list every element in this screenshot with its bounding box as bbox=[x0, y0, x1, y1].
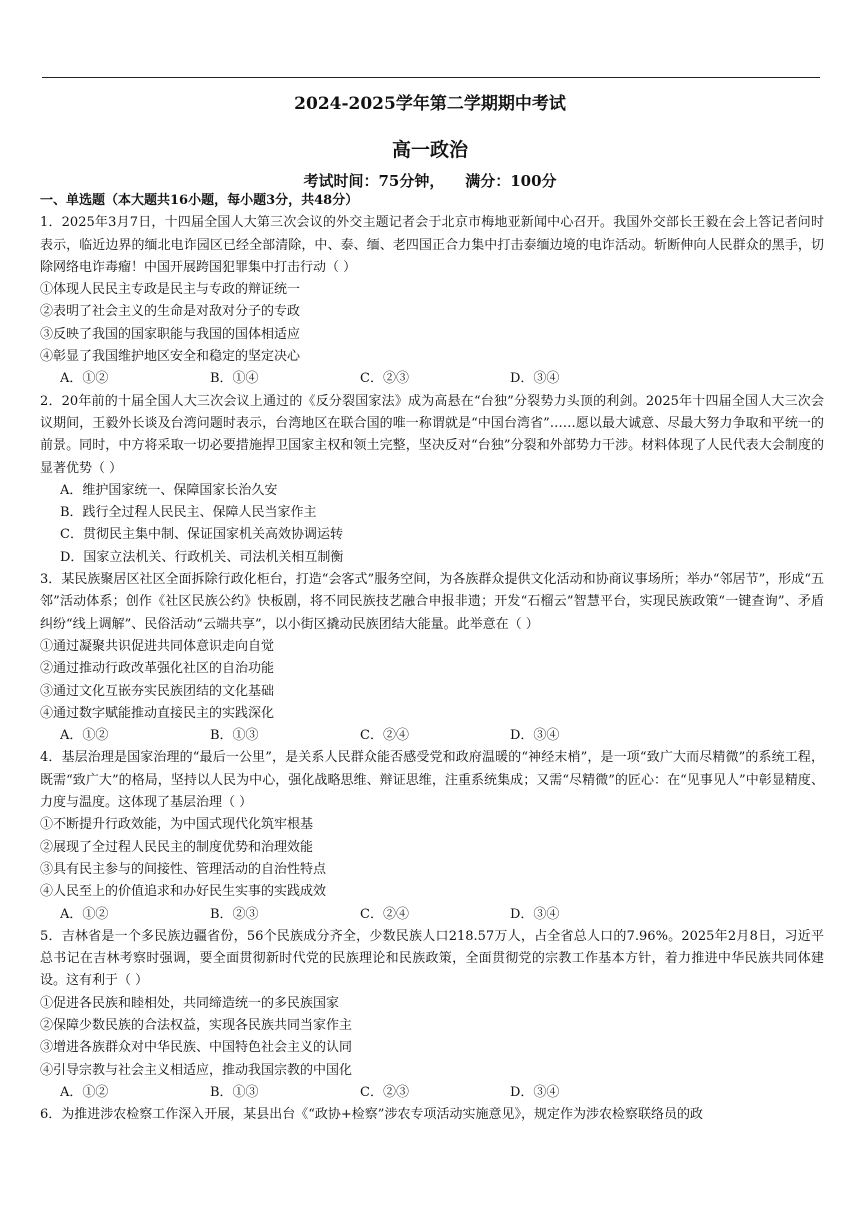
option-c: C．②③ bbox=[360, 371, 409, 387]
option-a: A．①② bbox=[60, 371, 109, 387]
statement-item: ②展现了全过程人民民主的制度优势和治理效能 bbox=[40, 839, 314, 855]
answer-options bbox=[40, 904, 824, 926]
option-b: B．②③ bbox=[210, 906, 259, 922]
exam-title: 2024-2025学年第二学期期中考试 bbox=[294, 94, 566, 114]
question-5 bbox=[40, 926, 824, 1104]
option-a: A．①② bbox=[60, 906, 109, 922]
question-3 bbox=[40, 569, 824, 747]
exam-info: 考试时间：75分钟， 满分：100分 bbox=[303, 172, 557, 190]
option-a: A．维护国家统一、保障国家长治久安 bbox=[60, 482, 278, 498]
exam-content bbox=[40, 190, 824, 1126]
option-c: C．②③ bbox=[360, 1084, 409, 1100]
subject-title: 高一政治 bbox=[391, 139, 468, 161]
option-d: D．③④ bbox=[510, 906, 560, 922]
statement-item: ②通过推动行政改革强化社区的自治功能 bbox=[40, 661, 275, 677]
option-b: B．①③ bbox=[210, 728, 259, 744]
question-stem: 1．2025年3月7日，十四届全国人大第三次会议的外交主题记者会于北京市梅地亚新闻中心召开。我国外交部长王毅在会上答记者问时表示，临近边界的缅北电诈园区已经全部清除，中、泰、缅、老四国正合力集中打击泰缅边境的电诈活动。斩断伸向人民群众的黑手，切除网络电诈毒瘤！中国开展跨国犯罪集中打击行动（ ） bbox=[40, 215, 824, 275]
top-rule bbox=[42, 77, 820, 78]
question-2 bbox=[40, 391, 824, 569]
statement-item: ②表明了社会主义的生命是对敌对分子的专政 bbox=[40, 304, 301, 320]
statement-item: ④人民至上的价值追求和办好民生实事的实践成效 bbox=[40, 884, 327, 900]
option-d: D．③④ bbox=[510, 371, 560, 387]
option-b: B．①③ bbox=[210, 1084, 259, 1100]
question-stem: 2．20年前的十届全国人大三次会议上通过的《反分裂国家法》成为高悬在“台独”分裂势力头顶的利剑。2025年十四届全国人大三次会议期间，王毅外长谈及台湾问题时表示，台湾地区在联合国的唯一称谓就是“中国台湾省”……愿以最大诚意、尽最大努力争取和平统一的前景。同时，中方将采取一切必要措施捍卫国家主权和领土完整，坚决反对“台独”分裂和外部势力干涉。材料体现了人民代表大会制度的显著优势（ ） bbox=[40, 393, 824, 476]
statement-item: ①不断提升行政效能，为中国式现代化筑牢根基 bbox=[40, 817, 314, 833]
option-c: C．②④ bbox=[360, 728, 409, 744]
statement-item: ④通过数字赋能推动直接民主的实践深化 bbox=[40, 705, 275, 721]
option-d: D．③④ bbox=[510, 728, 560, 744]
answer-options bbox=[40, 725, 824, 747]
statement-item: ③增进各族群众对中华民族、中国特色社会主义的认同 bbox=[40, 1040, 353, 1056]
answer-options bbox=[40, 368, 824, 390]
question-4 bbox=[40, 747, 824, 925]
question-stem: 6．为推进涉农检察工作深入开展，某县出台《“政协+检察”涉农专项活动实施意见》，规定作为涉农检察联络员的政 bbox=[40, 1107, 703, 1123]
statement-item: ②保障少数民族的合法权益，实现各民族共同当家作主 bbox=[40, 1017, 353, 1033]
statement-item: ①促进各民族和睦相处，共同缔造统一的多民族国家 bbox=[40, 995, 340, 1011]
statement-item: ④彰显了我国维护地区安全和稳定的坚定决心 bbox=[40, 349, 301, 365]
option-b: B．①④ bbox=[210, 371, 259, 387]
question-6 bbox=[40, 1104, 824, 1126]
question-stem: 5．吉林省是一个多民族边疆省份，56个民族成分齐全，少数民族人口218.57万人，占全省总人口的7.96%。2025年2月8日，习近平总书记在吉林考察时强调，要全面贯彻新时代党的民族理论和民族政策，全面贯彻党的宗教工作基本方针，着力推进中华民族共同体建设。这有利于（ ） bbox=[40, 928, 824, 989]
statement-item: ①体现人民民主专政是民主与专政的辩证统一 bbox=[40, 282, 301, 298]
option-c: C．贯彻民主集中制、保证国家机关高效协调运转 bbox=[60, 527, 343, 543]
option-d: D．③④ bbox=[510, 1084, 560, 1100]
section-title: 一、单选题（本大题共16小题，每小题3分，共48分） bbox=[40, 193, 359, 208]
option-a: A．①② bbox=[60, 728, 109, 744]
option-a: A．①② bbox=[60, 1084, 109, 1100]
option-c: C．②④ bbox=[360, 906, 409, 922]
option-d: D．国家立法机关、行政机关、司法机关相互制衡 bbox=[60, 549, 344, 565]
statement-item: ③具有民主参与的间接性、管理活动的自治性特点 bbox=[40, 861, 327, 877]
statement-item: ④引导宗教与社会主义相适应，推动我国宗教的中国化 bbox=[40, 1062, 353, 1078]
answer-options bbox=[40, 1082, 824, 1104]
question-1 bbox=[40, 212, 824, 390]
option-b: B．践行全过程人民民主、保障人民当家作主 bbox=[60, 505, 317, 521]
question-stem: 3．某民族聚居区社区全面拆除行政化柜台，打造“会客式”服务空间，为各族群众提供文化活动和协商议事场所；举办“邻居节”，形成“五邻”活动体系；创作《社区民族公约》快板剧，将不同民族技艺融合申报非遗；开发“石榴云”智慧平台，实现民族政策“一键查询”、矛盾纠纷“线上调解”、民俗活动“云端共享”，以小街区撬动民族团结大能量。此举意在（ ） bbox=[40, 572, 824, 632]
question-stem: 4．基层治理是国家治理的“最后一公里”，是关系人民群众能否感受党和政府温暖的“神经末梢”，是一项“致广大而尽精微”的系统工程，既需“致广大”的格局，坚持以人民为中心，强化战略思维、辩证思维，注重系统集成；又需“尽精微”的匠心：在“见事见人”中彰显精度、力度与温度。这体现了基层治理（ ） bbox=[40, 750, 824, 811]
statement-item: ①通过凝聚共识促进共同体意识走向自觉 bbox=[40, 638, 275, 654]
statement-item: ③反映了我国的国家职能与我国的国体相适应 bbox=[40, 326, 301, 342]
statement-item: ③通过文化互嵌夯实民族团结的文化基础 bbox=[40, 683, 275, 699]
